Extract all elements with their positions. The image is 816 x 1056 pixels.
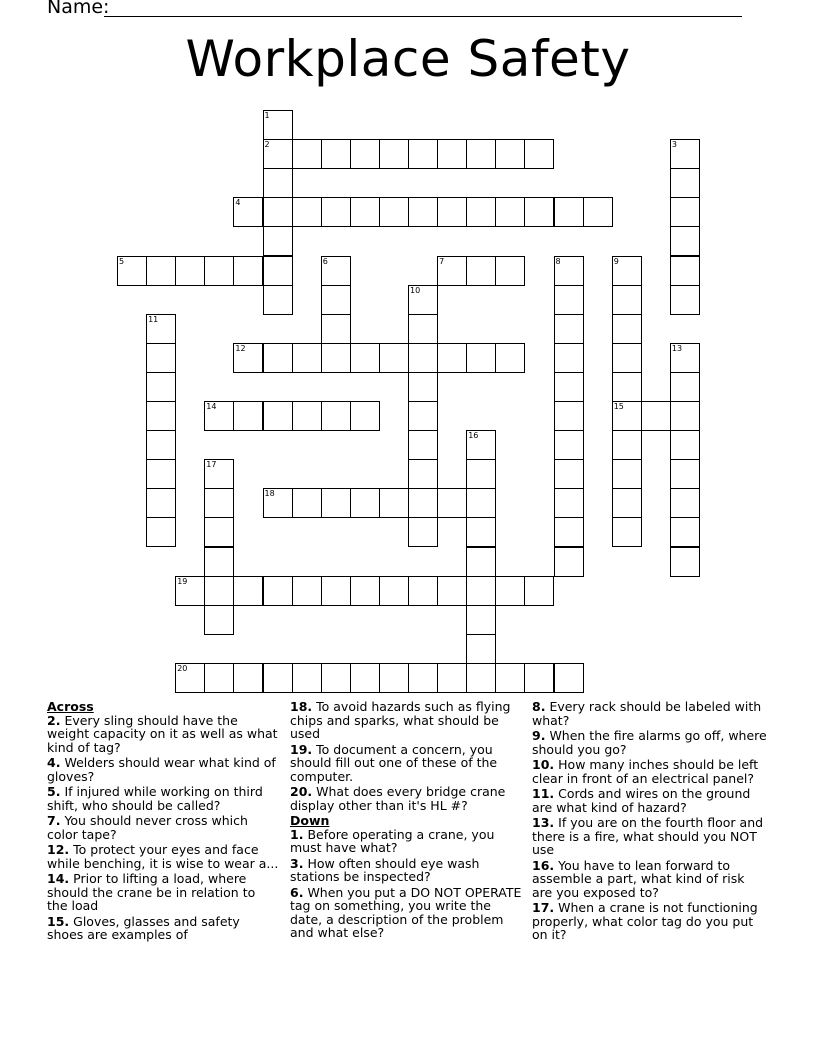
- grid-cell[interactable]: [612, 459, 642, 489]
- grid-cell[interactable]: [233, 256, 263, 286]
- grid-cell[interactable]: [408, 197, 438, 227]
- clue-number: 10.: [532, 757, 555, 772]
- cell-number: 17: [206, 460, 217, 470]
- grid-cell[interactable]: [466, 459, 496, 489]
- grid-cell[interactable]: [466, 197, 496, 227]
- grid-cell[interactable]: [263, 139, 293, 169]
- cell-number: 14: [206, 402, 217, 411]
- grid-cell[interactable]: [466, 576, 496, 606]
- clue-text: Welders should wear what kind of gloves?: [47, 755, 276, 784]
- cell-number: 8: [555, 256, 561, 266]
- clue-text: To avoid hazards such as flying chips and sparks, what should be used: [290, 699, 511, 741]
- grid-cell[interactable]: [554, 547, 584, 577]
- grid-cell[interactable]: [495, 343, 525, 373]
- grid-cell[interactable]: [263, 168, 293, 198]
- grid-cell[interactable]: [670, 372, 700, 402]
- grid-cell[interactable]: [146, 517, 176, 547]
- grid-cell[interactable]: [408, 576, 438, 606]
- grid-cell[interactable]: [670, 401, 700, 431]
- grid-cell[interactable]: [408, 139, 438, 169]
- grid-cell[interactable]: [263, 401, 293, 431]
- grid-cell[interactable]: [554, 459, 584, 489]
- grid-cell[interactable]: [670, 256, 700, 286]
- grid-cell[interactable]: [292, 663, 322, 693]
- grid-cell[interactable]: [263, 110, 293, 140]
- grid-cell[interactable]: [204, 517, 234, 547]
- grid-cell[interactable]: [233, 576, 263, 606]
- cell-number: 12: [235, 343, 246, 353]
- grid-cell[interactable]: [204, 605, 234, 635]
- grid-cell[interactable]: [670, 226, 700, 256]
- grid-cell[interactable]: [321, 139, 351, 169]
- grid-cell[interactable]: [554, 372, 584, 402]
- across-clue: [47, 785, 279, 812]
- cell-number: 6: [322, 256, 328, 266]
- grid-cell[interactable]: [321, 663, 351, 693]
- down-clue: [290, 857, 524, 884]
- grid-cell[interactable]: [670, 430, 700, 460]
- grid-cell[interactable]: [612, 343, 642, 373]
- clue-text: Every sling should have the weight capacity on it as well as what kind of tag?: [47, 712, 278, 755]
- cell-number: 11: [148, 314, 159, 324]
- grid-cell[interactable]: [263, 197, 293, 227]
- grid-cell[interactable]: [554, 663, 584, 693]
- grid-cell[interactable]: [554, 343, 584, 373]
- grid-cell[interactable]: [350, 343, 380, 373]
- grid-cell[interactable]: [466, 139, 496, 169]
- clue-number: 20.: [290, 784, 313, 799]
- clue-text: How often should eye wash stations be inspected?: [290, 855, 480, 884]
- grid-cell[interactable]: [612, 488, 642, 518]
- down-clue: [290, 828, 524, 855]
- grid-cell[interactable]: [670, 547, 700, 577]
- grid-cell[interactable]: [379, 197, 409, 227]
- grid-cell[interactable]: [437, 343, 467, 373]
- grid-cell[interactable]: [204, 401, 234, 431]
- grid-cell[interactable]: [495, 197, 525, 227]
- down-clue: [532, 816, 768, 857]
- clue-number: 11.: [532, 786, 555, 801]
- grid-cell[interactable]: [670, 517, 700, 547]
- grid-cell[interactable]: [321, 314, 351, 344]
- clue-number: 19.: [290, 741, 313, 757]
- grid-cell[interactable]: [263, 226, 293, 256]
- grid-cell[interactable]: [524, 139, 554, 169]
- across-clue: [47, 843, 279, 870]
- cell-number: 1: [264, 111, 270, 120]
- clue-text: You should never cross which color tape?: [47, 813, 248, 842]
- down-clue: [532, 787, 768, 814]
- grid-cell[interactable]: [554, 430, 584, 460]
- grid-cell[interactable]: [321, 256, 351, 286]
- grid-cell[interactable]: [175, 663, 205, 693]
- grid-cell[interactable]: [263, 576, 293, 606]
- grid-cell[interactable]: [292, 401, 322, 431]
- grid-cell[interactable]: [524, 576, 554, 606]
- grid-cell[interactable]: [292, 343, 322, 373]
- grid-cell[interactable]: [146, 256, 176, 286]
- grid-cell[interactable]: [670, 343, 700, 373]
- grid-cell[interactable]: [321, 343, 351, 373]
- cell-number: 13: [671, 343, 683, 353]
- clues-column-1: [47, 700, 279, 944]
- clue-text: When a crane is not functioning properly, what color tag do you put on it?: [532, 900, 758, 942]
- grid-cell[interactable]: [437, 576, 467, 606]
- grid-cell[interactable]: [204, 576, 234, 606]
- grid-cell[interactable]: [612, 401, 642, 431]
- clues-column-3: [532, 700, 768, 944]
- across-clue: [290, 743, 524, 784]
- cell-number: 4: [235, 198, 241, 208]
- grid-cell[interactable]: [437, 197, 467, 227]
- clue-number: 12.: [47, 842, 70, 857]
- grid-cell[interactable]: [292, 488, 322, 518]
- grid-cell[interactable]: [437, 256, 467, 286]
- grid-cell[interactable]: [321, 197, 351, 227]
- across-clue: [47, 756, 279, 783]
- grid-cell[interactable]: [554, 488, 584, 518]
- clue-number: 7.: [47, 813, 61, 828]
- grid-cell[interactable]: [292, 576, 322, 606]
- clue-number: 9.: [532, 728, 546, 743]
- grid-cell[interactable]: [321, 576, 351, 606]
- clue-text: How many inches should be left clear in front of an electrical panel?: [532, 757, 759, 786]
- grid-cell[interactable]: [554, 256, 584, 286]
- grid-cell[interactable]: [175, 576, 205, 606]
- cell-number: 2: [264, 140, 270, 150]
- clue-text: If you are on the fourth floor and there is a fire, what should you NOT use: [532, 815, 764, 857]
- grid-cell[interactable]: [146, 459, 176, 489]
- across-clue: [47, 872, 279, 913]
- grid-cell[interactable]: [554, 285, 584, 315]
- grid-cell[interactable]: [408, 459, 438, 489]
- clue-text: You have to lean forward to assemble a part, what kind of risk are you exposed to?: [532, 857, 745, 900]
- clue-number: 4.: [47, 755, 61, 770]
- grid-cell[interactable]: [233, 343, 263, 373]
- grid-cell[interactable]: [641, 401, 671, 431]
- grid-cell[interactable]: [263, 256, 293, 286]
- grid-cell[interactable]: [612, 372, 642, 402]
- grid-cell[interactable]: [292, 139, 322, 169]
- name-label: Name:: [47, 0, 110, 18]
- grid-cell[interactable]: [466, 547, 496, 577]
- page-title: Workplace Safety: [185, 30, 631, 88]
- across-header: Across: [47, 699, 94, 714]
- grid-cell[interactable]: [379, 663, 409, 693]
- grid-cell[interactable]: [408, 401, 438, 431]
- grid-cell[interactable]: [466, 605, 496, 635]
- clue-number: 16.: [532, 857, 555, 873]
- grid-cell[interactable]: [612, 314, 642, 344]
- grid-cell[interactable]: [408, 285, 438, 315]
- grid-cell[interactable]: [204, 547, 234, 577]
- clue-text: When you put a DO NOT OPERATE tag on something, you write the date, a description of the problem and what else?: [290, 884, 522, 940]
- grid-cell[interactable]: [495, 139, 525, 169]
- across-clue: [47, 714, 279, 755]
- grid-cell[interactable]: [466, 634, 496, 664]
- grid-cell[interactable]: [466, 343, 496, 373]
- clue-number: 13.: [532, 815, 555, 830]
- grid-cell[interactable]: [466, 488, 496, 518]
- grid-cell[interactable]: [408, 372, 438, 402]
- grid-cell[interactable]: [612, 256, 642, 286]
- clue-number: 5.: [47, 784, 61, 799]
- grid-cell[interactable]: [524, 663, 554, 693]
- clue-number: 17.: [532, 900, 555, 915]
- clue-text: What does every bridge crane display other than it's HL #?: [290, 784, 506, 813]
- grid-cell[interactable]: [524, 197, 554, 227]
- clue-text: To document a concern, you should fill out one of these of the computer.: [290, 741, 498, 784]
- down-clue: [532, 859, 768, 900]
- cell-number: 18: [264, 489, 275, 499]
- cell-number: 15: [613, 402, 624, 411]
- grid-cell[interactable]: [612, 517, 642, 547]
- across-clue: [290, 700, 524, 741]
- grid-cell[interactable]: [379, 139, 409, 169]
- grid-cell[interactable]: [146, 314, 176, 344]
- clue-number: 6.: [290, 884, 304, 900]
- grid-cell[interactable]: [379, 576, 409, 606]
- grid-cell[interactable]: [379, 343, 409, 373]
- grid-cell[interactable]: [233, 401, 263, 431]
- down-clue: [532, 729, 768, 756]
- grid-cell[interactable]: [263, 663, 293, 693]
- cell-number: 9: [613, 256, 619, 266]
- grid-cell[interactable]: [146, 372, 176, 402]
- clue-text: If injured while working on third shift, who should be called?: [47, 784, 263, 813]
- cell-number: 19: [177, 576, 188, 586]
- grid-cell[interactable]: [612, 285, 642, 315]
- grid-cell[interactable]: [554, 314, 584, 344]
- grid-cell[interactable]: [612, 430, 642, 460]
- clue-number: 2.: [47, 712, 61, 728]
- grid-cell[interactable]: [466, 256, 496, 286]
- grid-cell[interactable]: [350, 576, 380, 606]
- cell-number: 7: [439, 256, 445, 266]
- grid-cell[interactable]: [379, 488, 409, 518]
- clue-text: To protect your eyes and face while benching, it is wise to wear a...: [47, 842, 279, 871]
- grid-cell[interactable]: [321, 285, 351, 315]
- grid-cell[interactable]: [408, 430, 438, 460]
- grid-cell[interactable]: [233, 663, 263, 693]
- clue-number: 18.: [290, 699, 313, 714]
- grid-cell[interactable]: [204, 488, 234, 518]
- grid-cell[interactable]: [146, 343, 176, 373]
- grid-cell[interactable]: [350, 663, 380, 693]
- grid-cell[interactable]: [204, 663, 234, 693]
- grid-cell[interactable]: [466, 430, 496, 460]
- grid-cell[interactable]: [146, 430, 176, 460]
- grid-cell[interactable]: [408, 517, 438, 547]
- grid-cell[interactable]: [554, 197, 584, 227]
- grid-cell[interactable]: [495, 576, 525, 606]
- grid-cell[interactable]: [670, 168, 700, 198]
- grid-cell[interactable]: [350, 401, 380, 431]
- grid-cell[interactable]: [408, 488, 438, 518]
- grid-cell[interactable]: [321, 401, 351, 431]
- cell-number: 5: [119, 256, 125, 266]
- down-clue: [532, 758, 768, 785]
- down-clue: [532, 901, 768, 942]
- across-clue: [290, 785, 524, 812]
- grid-cell[interactable]: [350, 488, 380, 518]
- grid-cell[interactable]: [117, 256, 147, 286]
- grid-cell[interactable]: [670, 285, 700, 315]
- down-header: Down: [290, 813, 330, 828]
- clue-text: Every rack should be labeled with what?: [532, 699, 762, 728]
- grid-cell[interactable]: [437, 488, 467, 518]
- grid-cell[interactable]: [321, 488, 351, 518]
- grid-cell[interactable]: [408, 343, 438, 373]
- grid-cell[interactable]: [670, 488, 700, 518]
- clue-number: 3.: [290, 855, 304, 871]
- clue-number: 15.: [47, 913, 70, 929]
- clue-text: Before operating a crane, you must have what?: [290, 826, 495, 855]
- grid-cell[interactable]: [583, 197, 613, 227]
- grid-cell[interactable]: [670, 459, 700, 489]
- clue-text: Prior to lifting a load, where should the crane be in relation to the load: [47, 871, 256, 913]
- down-clue: [532, 700, 768, 727]
- across-clue: [47, 915, 279, 942]
- grid-cell[interactable]: [466, 517, 496, 547]
- clue-text: Cords and wires on the ground are what kind of hazard?: [532, 786, 751, 815]
- grid-cell[interactable]: [437, 663, 467, 693]
- clue-text: Gloves, glasses and safety shoes are examples of: [47, 913, 240, 942]
- grid-cell[interactable]: [263, 488, 293, 518]
- grid-cell[interactable]: [233, 197, 263, 227]
- grid-cell[interactable]: [554, 401, 584, 431]
- grid-cell[interactable]: [437, 139, 467, 169]
- down-clue: [290, 886, 524, 940]
- grid-cell[interactable]: [466, 663, 496, 693]
- clue-text: When the fire alarms go off, where should you go?: [532, 728, 767, 757]
- cell-number: 10: [410, 285, 421, 295]
- grid-cell[interactable]: [146, 401, 176, 431]
- clue-number: 8.: [532, 699, 546, 714]
- grid-cell[interactable]: [292, 197, 322, 227]
- grid-cell[interactable]: [204, 459, 234, 489]
- cell-number: 16: [468, 431, 479, 441]
- grid-cell[interactable]: [263, 285, 293, 315]
- grid-cell[interactable]: [146, 488, 176, 518]
- cell-number: 3: [671, 140, 677, 150]
- clue-number: 1.: [290, 826, 304, 842]
- grid-cell[interactable]: [175, 256, 205, 286]
- grid-cell[interactable]: [408, 314, 438, 344]
- grid-cell[interactable]: [495, 663, 525, 693]
- across-clue: [47, 814, 279, 841]
- grid-cell[interactable]: [263, 343, 293, 373]
- grid-cell[interactable]: [670, 197, 700, 227]
- grid-cell[interactable]: [204, 256, 234, 286]
- clue-number: 14.: [47, 871, 70, 886]
- cell-number: 20: [177, 663, 188, 673]
- grid-cell[interactable]: [408, 663, 438, 693]
- grid-cell[interactable]: [350, 197, 380, 227]
- grid-cell[interactable]: [670, 139, 700, 169]
- grid-cell[interactable]: [495, 256, 525, 286]
- clues-column-2: [290, 700, 524, 942]
- grid-cell[interactable]: [554, 517, 584, 547]
- grid-cell[interactable]: [350, 139, 380, 169]
